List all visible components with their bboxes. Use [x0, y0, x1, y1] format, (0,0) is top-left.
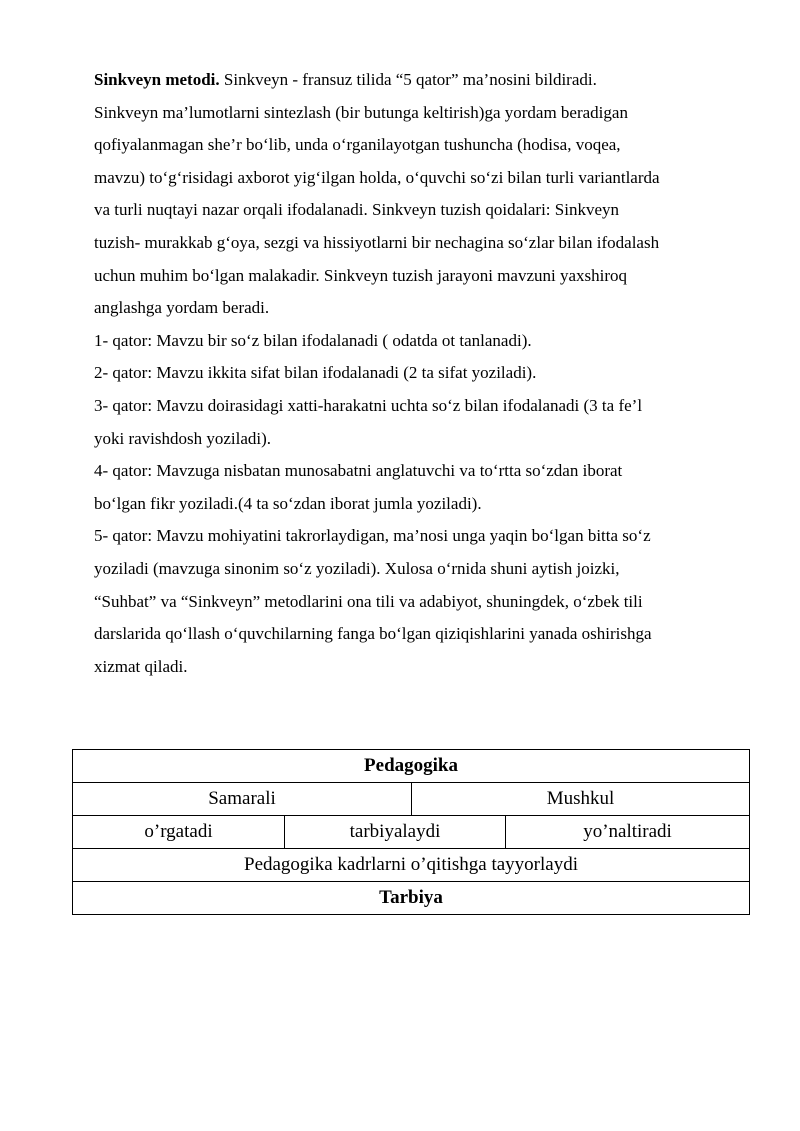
text-line: yoziladi (mavzuga sinonim so‘z yoziladi). Xulosa o‘rnida shuni aytish joizki, [94, 558, 620, 578]
synonym-cell: Tarbiya [73, 882, 750, 915]
verb-cell: yo’naltiradi [506, 816, 750, 849]
row-rule-2: 2- qator: Mavzu ikkita sifat bilan ifodalanadi (2 ta sifat yoziladi). [94, 363, 537, 383]
method-heading: Sinkveyn metodi. [94, 70, 220, 89]
table-row [73, 783, 750, 816]
text-line: xizmat qiladi. [94, 656, 188, 676]
row-rule-5: 5- qator: Mavzu mohiyatini takrorlaydigan, ma’nosi unga yaqin bo‘lgan bitta so‘z [94, 526, 651, 546]
text-line: uchun muhim bo‘lgan malakadir. Sinkveyn tuzish jarayoni mavzuni yaxshiroq [94, 265, 628, 285]
table-row [73, 750, 750, 783]
text-line [94, 64, 734, 97]
verb-cell: o’rgatadi [73, 816, 285, 849]
sinkveyn-table [72, 749, 750, 915]
text-line: “Suhbat” va “Sinkveyn” metodlarini ona tili va adabiyot, shuningdek, o‘zbek tili [94, 591, 643, 611]
text-line: Sinkveyn ma’lumotlarni sintezlash (bir butunga keltirish)ga yordam beradigan [94, 102, 628, 122]
text-line: yoki ravishdosh yoziladi). [94, 428, 272, 448]
text-line: bo‘lgan fikr yoziladi.(4 ta so‘zdan iborat jumla yoziladi). [94, 493, 482, 513]
table-row [73, 849, 750, 882]
table-row [73, 816, 750, 849]
text-line: tuzish- murakkab g‘oya, sezgi va hissiyotlarni bir nechagina so‘zlar bilan ifodalash [94, 232, 660, 252]
row-rule-4: 4- qator: Mavzuga nisbatan munosabatni anglatuvchi va to‘rtta so‘zdan iborat [94, 461, 623, 481]
method-description [94, 64, 734, 683]
adjective-cell: Mushkul [412, 783, 750, 816]
verb-cell: tarbiyalaydi [285, 816, 506, 849]
row-rule-3: 3- qator: Mavzu doirasidagi xatti-harakatni uchta so‘z bilan ifodalanadi (3 ta fe’l [94, 395, 643, 415]
text-line: mavzu) to‘g‘risidagi axborot yig‘ilgan holda, o‘quvchi so‘zi bilan turli variantlarda [94, 167, 660, 187]
topic-cell: Pedagogika [73, 750, 750, 783]
text-line: qofiyalanmagan she’r bo‘lib, unda o‘rganilayotgan tushuncha (hodisa, voqea, [94, 135, 621, 155]
table-row [73, 882, 750, 915]
adjective-cell: Samarali [73, 783, 412, 816]
text-line: darslarida qo‘llash o‘quvchilarning fanga bo‘lgan qiziqishlarini yanada oshirishga [94, 624, 652, 644]
sentence-cell: Pedagogika kadrlarni o’qitishga tayyorlaydi [73, 849, 750, 882]
row-rule-1: 1- qator: Mavzu bir so‘z bilan ifodalanadi ( odatda ot tanlanadi). [94, 330, 532, 350]
text-line-content: Sinkveyn - fransuz tilida “5 qator” ma’nosini bildiradi. [219, 70, 597, 89]
text-line: va turli nuqtayi nazar orqali ifodalanadi. Sinkveyn tuzish qoidalari: Sinkveyn [94, 200, 619, 220]
text-line: anglashga yordam beradi. [94, 298, 270, 318]
